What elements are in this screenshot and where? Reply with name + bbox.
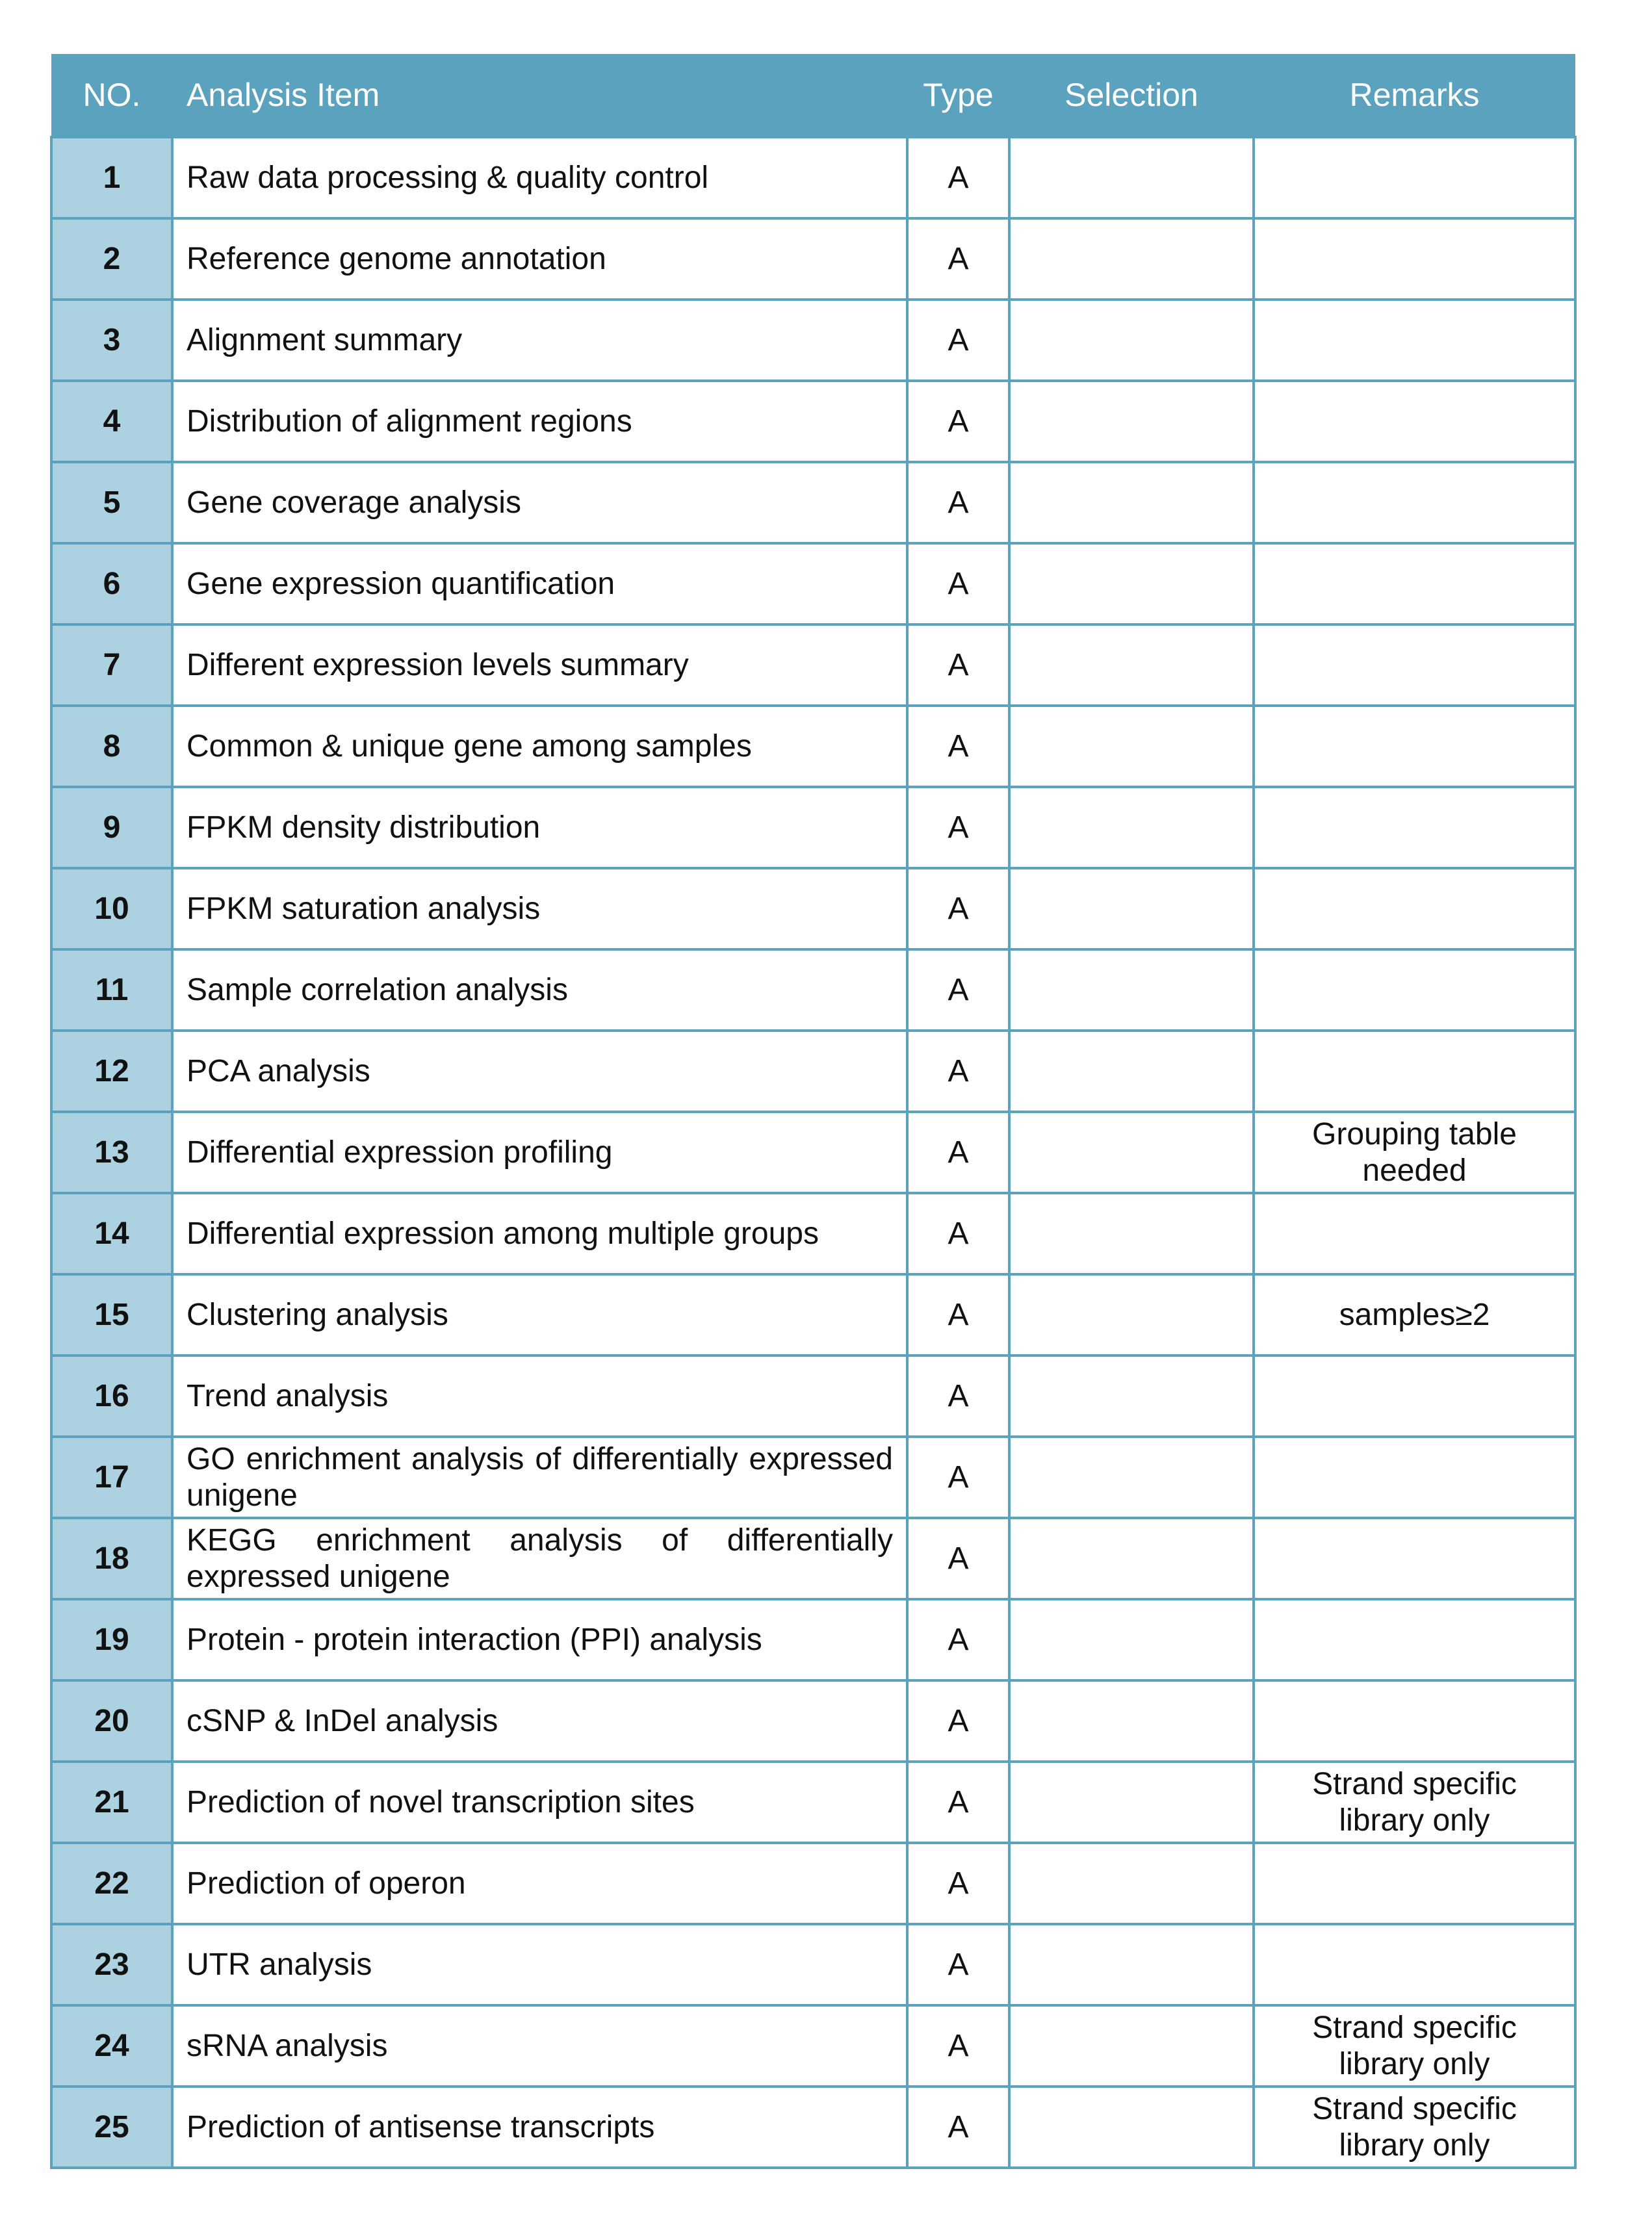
row-number: 14 (51, 1193, 172, 1274)
analysis-item: Gene coverage analysis (172, 462, 907, 543)
row-number: 13 (51, 1112, 172, 1193)
type-cell: A (907, 1599, 1009, 1680)
selection-cell[interactable] (1009, 868, 1254, 949)
selection-cell[interactable] (1009, 300, 1254, 381)
row-number: 21 (51, 1762, 172, 1843)
remarks-cell: Strand specific library only (1254, 2005, 1575, 2087)
type-cell: A (907, 787, 1009, 868)
analysis-item: UTR analysis (172, 1924, 907, 2005)
analysis-items-table (50, 54, 1577, 2169)
selection-cell[interactable] (1009, 2005, 1254, 2087)
type-cell: A (907, 137, 1009, 218)
selection-cell[interactable] (1009, 787, 1254, 868)
analysis-item: PCA analysis (172, 1031, 907, 1112)
table-row (51, 1518, 1575, 1599)
type-cell: A (907, 868, 1009, 949)
analysis-item: Raw data processing & quality control (172, 137, 907, 218)
row-number: 15 (51, 1274, 172, 1356)
remarks-cell (1254, 1193, 1575, 1274)
table-row (51, 218, 1575, 300)
type-cell: A (907, 1518, 1009, 1599)
analysis-item: Trend analysis (172, 1356, 907, 1437)
table-row (51, 300, 1575, 381)
selection-cell[interactable] (1009, 218, 1254, 300)
analysis-item: Clustering analysis (172, 1274, 907, 1356)
row-number: 19 (51, 1599, 172, 1680)
analysis-item: sRNA analysis (172, 2005, 907, 2087)
selection-cell[interactable] (1009, 1843, 1254, 1924)
selection-cell[interactable] (1009, 1680, 1254, 1762)
analysis-item: Prediction of antisense transcripts (172, 2087, 907, 2168)
remarks-cell (1254, 1843, 1575, 1924)
remarks-cell (1254, 1437, 1575, 1518)
header-remarks: Remarks (1254, 54, 1575, 137)
type-cell: A (907, 381, 1009, 462)
row-number: 6 (51, 543, 172, 624)
selection-cell[interactable] (1009, 1193, 1254, 1274)
analysis-item: Prediction of operon (172, 1843, 907, 1924)
selection-cell[interactable] (1009, 1924, 1254, 2005)
selection-cell[interactable] (1009, 1356, 1254, 1437)
header-analysis-item: Analysis Item (172, 54, 907, 137)
table-row (51, 2005, 1575, 2087)
analysis-item: FPKM density distribution (172, 787, 907, 868)
table-row (51, 1193, 1575, 1274)
type-cell: A (907, 1112, 1009, 1193)
remarks-cell: samples≥2 (1254, 1274, 1575, 1356)
selection-cell[interactable] (1009, 949, 1254, 1031)
table-row (51, 1843, 1575, 1924)
type-cell: A (907, 1274, 1009, 1356)
selection-cell[interactable] (1009, 137, 1254, 218)
selection-cell[interactable] (1009, 624, 1254, 706)
row-number: 20 (51, 1680, 172, 1762)
table-row (51, 1924, 1575, 2005)
table-row (51, 1274, 1575, 1356)
row-number: 1 (51, 137, 172, 218)
table-row (51, 1762, 1575, 1843)
header-no: NO. (51, 54, 172, 137)
remarks-cell (1254, 1599, 1575, 1680)
table-row (51, 1031, 1575, 1112)
remarks-cell (1254, 1924, 1575, 2005)
table-row (51, 1437, 1575, 1518)
analysis-item: Distribution of alignment regions (172, 381, 907, 462)
selection-cell[interactable] (1009, 1599, 1254, 1680)
type-cell: A (907, 1843, 1009, 1924)
type-cell: A (907, 1031, 1009, 1112)
row-number: 10 (51, 868, 172, 949)
analysis-item: Different expression levels summary (172, 624, 907, 706)
analysis-item: Differential expression profiling (172, 1112, 907, 1193)
type-cell: A (907, 543, 1009, 624)
row-number: 25 (51, 2087, 172, 2168)
analysis-item: Reference genome annotation (172, 218, 907, 300)
selection-cell[interactable] (1009, 1762, 1254, 1843)
analysis-item: Protein - protein interaction (PPI) analysis (172, 1599, 907, 1680)
analysis-item: GO enrichment analysis of differentially expressed unigene (172, 1437, 907, 1518)
remarks-cell (1254, 624, 1575, 706)
row-number: 16 (51, 1356, 172, 1437)
header-selection: Selection (1009, 54, 1254, 137)
header-row (51, 54, 1575, 137)
analysis-item: Sample correlation analysis (172, 949, 907, 1031)
table-row (51, 2087, 1575, 2168)
row-number: 23 (51, 1924, 172, 2005)
type-cell: A (907, 1193, 1009, 1274)
type-cell: A (907, 2087, 1009, 2168)
table-row (51, 706, 1575, 787)
type-cell: A (907, 1680, 1009, 1762)
row-number: 3 (51, 300, 172, 381)
analysis-item: Common & unique gene among samples (172, 706, 907, 787)
remarks-cell (1254, 543, 1575, 624)
remarks-cell (1254, 787, 1575, 868)
selection-cell[interactable] (1009, 381, 1254, 462)
table-row (51, 868, 1575, 949)
row-number: 2 (51, 218, 172, 300)
table-row (51, 787, 1575, 868)
remarks-cell (1254, 706, 1575, 787)
table-row (51, 543, 1575, 624)
type-cell: A (907, 218, 1009, 300)
table-row (51, 624, 1575, 706)
table-row (51, 381, 1575, 462)
table-row (51, 1112, 1575, 1193)
row-number: 12 (51, 1031, 172, 1112)
row-number: 5 (51, 462, 172, 543)
remarks-cell (1254, 868, 1575, 949)
table-row (51, 462, 1575, 543)
remarks-cell: Grouping table needed (1254, 1112, 1575, 1193)
table-row (51, 949, 1575, 1031)
type-cell: A (907, 1924, 1009, 2005)
remarks-cell (1254, 300, 1575, 381)
selection-cell[interactable] (1009, 2087, 1254, 2168)
remarks-cell: Strand specific library only (1254, 2087, 1575, 2168)
remarks-cell (1254, 949, 1575, 1031)
analysis-item: Prediction of novel transcription sites (172, 1762, 907, 1843)
type-cell: A (907, 949, 1009, 1031)
remarks-cell (1254, 1518, 1575, 1599)
row-number: 8 (51, 706, 172, 787)
analysis-item: KEGG enrichment analysis of differentially expressed unigene (172, 1518, 907, 1599)
table-row (51, 1599, 1575, 1680)
row-number: 9 (51, 787, 172, 868)
analysis-item: cSNP & InDel analysis (172, 1680, 907, 1762)
remarks-cell (1254, 137, 1575, 218)
header-type: Type (907, 54, 1009, 137)
selection-cell[interactable] (1009, 1031, 1254, 1112)
row-number: 7 (51, 624, 172, 706)
row-number: 4 (51, 381, 172, 462)
selection-cell[interactable] (1009, 1437, 1254, 1518)
type-cell: A (907, 462, 1009, 543)
row-number: 22 (51, 1843, 172, 1924)
row-number: 17 (51, 1437, 172, 1518)
remarks-cell (1254, 1680, 1575, 1762)
type-cell: A (907, 624, 1009, 706)
remarks-cell: Strand specific library only (1254, 1762, 1575, 1843)
selection-cell[interactable] (1009, 1274, 1254, 1356)
analysis-item: FPKM saturation analysis (172, 868, 907, 949)
table-row (51, 137, 1575, 218)
table-row (51, 1680, 1575, 1762)
type-cell: A (907, 1437, 1009, 1518)
remarks-cell (1254, 1356, 1575, 1437)
selection-cell[interactable] (1009, 706, 1254, 787)
analysis-item: Differential expression among multiple groups (172, 1193, 907, 1274)
remarks-cell (1254, 1031, 1575, 1112)
type-cell: A (907, 300, 1009, 381)
type-cell: A (907, 2005, 1009, 2087)
analysis-item: Gene expression quantification (172, 543, 907, 624)
selection-cell[interactable] (1009, 543, 1254, 624)
row-number: 18 (51, 1518, 172, 1599)
type-cell: A (907, 1762, 1009, 1843)
row-number: 11 (51, 949, 172, 1031)
remarks-cell (1254, 218, 1575, 300)
row-number: 24 (51, 2005, 172, 2087)
analysis-item: Alignment summary (172, 300, 907, 381)
selection-cell[interactable] (1009, 1518, 1254, 1599)
remarks-cell (1254, 462, 1575, 543)
table-row (51, 1356, 1575, 1437)
type-cell: A (907, 1356, 1009, 1437)
type-cell: A (907, 706, 1009, 787)
selection-cell[interactable] (1009, 1112, 1254, 1193)
remarks-cell (1254, 381, 1575, 462)
selection-cell[interactable] (1009, 462, 1254, 543)
